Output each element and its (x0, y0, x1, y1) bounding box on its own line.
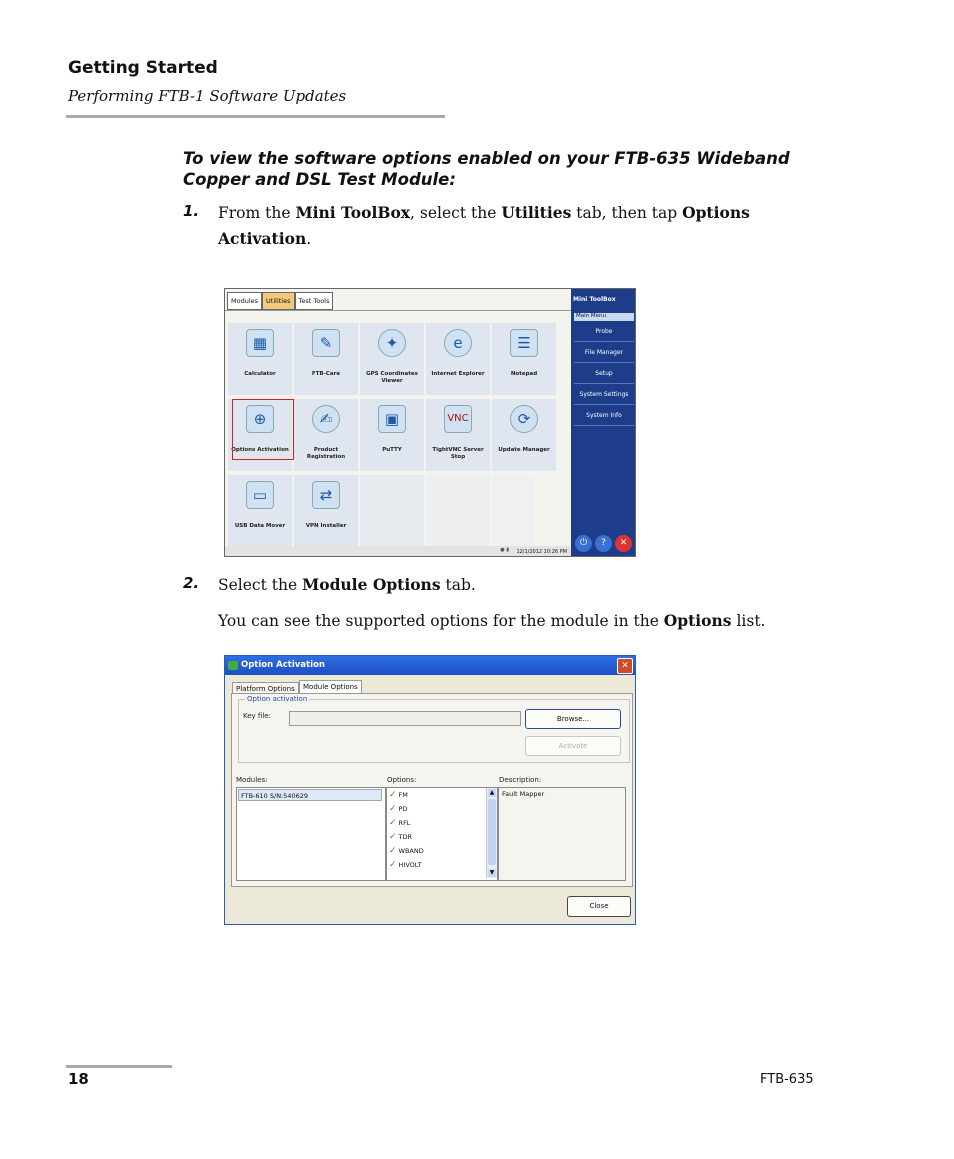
step-2 (183, 572, 803, 598)
help-icon[interactable]: ? (595, 535, 612, 552)
gps-icon: ✦ (378, 329, 406, 357)
options-activation-highlight (232, 399, 294, 460)
check-icon: ✓ (389, 860, 397, 870)
step-number: 2. (183, 574, 200, 592)
tab-test-tools[interactable]: Test Tools (295, 292, 334, 310)
status-bar (225, 546, 571, 557)
menu-system-settings[interactable]: System Settings (574, 385, 634, 405)
toolbox-tabs (227, 292, 333, 309)
procedure-title: To view the software options enabled on your FTB-635 Wideband Copper and DSL Test Module: (183, 149, 790, 189)
options-list[interactable] (386, 787, 498, 881)
step-text: From the Mini ToolBox, select the Utilities tab, then tap Options Activation. (218, 203, 750, 248)
dialog-title: Option Activation (241, 660, 325, 670)
options-label: Options: (387, 776, 417, 784)
page-number: 18 (68, 1070, 89, 1088)
options-activation-icon: ⊕ (246, 405, 274, 433)
app-options-activation[interactable]: ⊕ Options Activation (228, 399, 292, 471)
app-icon (228, 661, 238, 670)
close-icon[interactable]: ✕ (615, 535, 632, 552)
description-label: Description: (499, 776, 542, 784)
option-activation-group (238, 695, 630, 763)
app-internet-explorer[interactable]: e Internet Explorer (426, 323, 490, 395)
menu-probe[interactable]: Probe (574, 322, 634, 342)
scroll-down-icon[interactable]: ▼ (489, 869, 495, 876)
empty-cell (360, 475, 424, 547)
list-item[interactable]: ✓ FM (389, 790, 408, 800)
app-vpn-installer[interactable]: ⇄ VPN Installer (294, 475, 358, 547)
check-icon: ✓ (389, 832, 397, 842)
tightvnc-icon: VNC (444, 405, 472, 433)
menu-setup[interactable]: Setup (574, 364, 634, 384)
usb-icon: ▭ (246, 481, 274, 509)
vpn-icon: ⇄ (312, 481, 340, 509)
scroll-thumb[interactable] (488, 799, 496, 865)
check-icon: ✓ (389, 790, 397, 800)
check-icon: ✓ (389, 818, 397, 828)
putty-icon: ▣ (378, 405, 406, 433)
internet-explorer-icon: e (444, 329, 472, 357)
app-ftb-care[interactable]: ✎ FTB-Care (294, 323, 358, 395)
list-item[interactable]: FTB-610 S/N:540629 (238, 789, 382, 801)
app-calculator[interactable]: ▦ Calculator (228, 323, 292, 395)
list-item[interactable]: ✓ PD (389, 804, 408, 814)
calculator-icon: ▦ (246, 329, 274, 357)
step-1 (183, 200, 803, 252)
check-icon: ✓ (389, 804, 397, 814)
list-item[interactable]: ✓ RFL (389, 818, 411, 828)
close-button[interactable]: Close (567, 896, 631, 917)
tab-modules[interactable]: Modules (227, 292, 262, 310)
scroll-up-icon[interactable]: ▲ (489, 789, 495, 796)
mini-toolbox-screenshot (224, 288, 636, 557)
step-text: Select the Module Options tab. (218, 575, 476, 594)
close-icon[interactable]: ✕ (617, 658, 633, 674)
tab-utilities[interactable]: Utilities (262, 292, 294, 310)
app-product-registration[interactable]: ✍ Product Registration (294, 399, 358, 471)
footer-rule (66, 1065, 172, 1068)
description-text: Fault Mapper (502, 790, 545, 798)
modules-list[interactable] (236, 787, 386, 881)
app-update-manager[interactable]: ⟳ Update Manager (492, 399, 556, 471)
power-icon[interactable]: ⏻ (575, 535, 592, 552)
browse-button[interactable]: Browse... (525, 709, 621, 729)
step-number: 1. (183, 202, 200, 220)
scrollbar[interactable] (486, 788, 497, 878)
main-menu-label: Main Menu (574, 313, 634, 321)
app-usb-data-mover[interactable]: ▭ USB Data Mover (228, 475, 292, 547)
sidebar-title: Mini ToolBox (573, 296, 616, 303)
check-icon: ✓ (389, 846, 397, 856)
option-activation-dialog (224, 655, 636, 925)
tab-module-options[interactable]: Module Options (299, 680, 362, 693)
status-datetime: 12/1/2012 10:26 PM (516, 549, 567, 555)
product-name: FTB-635 (760, 1072, 814, 1087)
activate-button[interactable]: Activate (525, 736, 621, 756)
modules-label: Modules: (236, 776, 268, 784)
notepad-icon: ☰ (510, 329, 538, 357)
mini-toolbox-sidebar (571, 289, 636, 557)
subsection-title: Performing FTB-1 Software Updates (68, 87, 347, 105)
empty-cell (426, 475, 490, 547)
app-gps-viewer[interactable]: ✦ GPS Coordinates Viewer (360, 323, 424, 395)
key-file-label: Key file: (243, 712, 271, 720)
tab-platform-options[interactable]: Platform Options (232, 682, 299, 696)
menu-file-manager[interactable]: File Manager (574, 343, 634, 363)
list-item[interactable]: ✓ HIVOLT (389, 860, 422, 870)
list-item[interactable]: ✓ WBAND (389, 846, 424, 856)
options-note: You can see the supported options for the module in the Options list. (218, 611, 766, 630)
list-item[interactable]: ✓ TDR (389, 832, 413, 842)
update-manager-icon: ⟳ (510, 405, 538, 433)
ftb-care-icon: ✎ (312, 329, 340, 357)
description-box (498, 787, 626, 881)
header-rule (66, 115, 445, 118)
app-tightvnc-stop[interactable]: VNC TightVNC Server Stop (426, 399, 490, 471)
app-notepad[interactable]: ☰ Notepad (492, 323, 556, 395)
module-options-panel (231, 693, 633, 887)
empty-cell (492, 475, 534, 547)
product-registration-icon: ✍ (312, 405, 340, 433)
menu-system-info[interactable]: System Info (574, 406, 634, 426)
app-putty[interactable]: ▣ PuTTY (360, 399, 424, 471)
section-title: Getting Started (68, 58, 218, 78)
signal-icon: ● ▮ (500, 547, 509, 553)
key-file-input[interactable] (289, 711, 521, 726)
group-label: Option activation (247, 695, 308, 703)
dialog-titlebar (225, 656, 635, 675)
